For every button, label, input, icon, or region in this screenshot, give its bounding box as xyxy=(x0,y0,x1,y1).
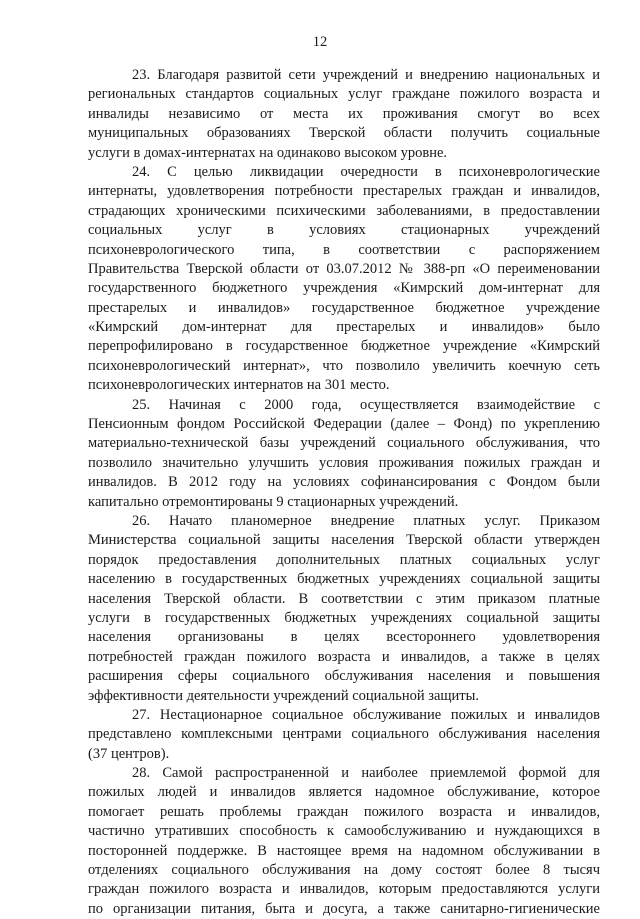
text-line: психоневрологический интернат», что позволило увеличить коечную сеть xyxy=(88,357,600,374)
text-line: перепрофилировано в государственное бюджетное учреждение «Кимрский xyxy=(88,338,600,355)
text-line: психоневрологических интернатов на 301 место. xyxy=(88,377,390,394)
text-line: 26. Начато планомерное внедрение платных услуг. Приказом xyxy=(132,512,600,529)
text-line: населению в государственных бюджетных учреждениях социальной защиты xyxy=(88,571,600,588)
text-line: населения Тверской области. В соответствии с этим приказом платные xyxy=(88,590,600,607)
paragraph xyxy=(88,163,600,396)
text-line: материально-технической базы учреждений социального обслуживания, что xyxy=(88,435,600,452)
document-body xyxy=(88,66,600,919)
text-line: услуги в домах-интернатах на одинаково высоком уровне. xyxy=(88,144,448,161)
paragraph xyxy=(88,706,600,764)
text-line: региональных стандартов социальных услуг граждане пожилого возраста и xyxy=(88,86,600,103)
paragraph xyxy=(88,512,600,706)
text-line: граждан пожилого возраста и инвалидов, которым предоставляются услуги xyxy=(88,881,600,898)
text-line: потребностей граждан пожилого возраста и инвалидов, а также в целях xyxy=(88,648,600,665)
text-line: представлено комплексными центрами социального обслуживания населения xyxy=(88,726,600,743)
text-line: престарелых и инвалидов» государственное бюджетное учреждение xyxy=(88,299,600,316)
text-line: 27. Нестационарное социальное обслуживание пожилых и инвалидов xyxy=(132,706,600,723)
text-line: расширения сферы социального обслуживания населения и повышения xyxy=(88,668,600,685)
text-line: позволило значительно улучшить условия проживания пожилых граждан и xyxy=(88,454,600,471)
text-line: инвалидов. В 2012 году на условиях софинансирования с Фондом были xyxy=(88,474,600,491)
text-line: отделениях социального обслуживания на дому состоят более 8 тысяч xyxy=(88,862,600,879)
text-line: 24. С целью ликвидации очередности в психоневрологические xyxy=(132,163,600,180)
text-line: по организации питания, быта и досуга, а также санитарно-гигиенические xyxy=(88,900,600,917)
text-line: услуги в государственных бюджетных учреждениях социальной защиты xyxy=(88,609,600,626)
text-line: «Кимрский дом-интернат для престарелых и инвалидов» было xyxy=(88,319,600,336)
text-line: 28. Самой распространенной и наиболее приемлемой формой для xyxy=(132,765,600,782)
text-line: муниципальных образованиях Тверской области получить социальные xyxy=(88,125,600,142)
text-line: 25. Начиная с 2000 года, осуществляется взаимодействие с xyxy=(132,396,600,413)
text-line: помогает решать проблемы граждан пожилого возраста и инвалидов, xyxy=(88,803,600,820)
text-line: (37 центров). xyxy=(88,745,170,762)
text-line: 23. Благодаря развитой сети учреждений и внедрению национальных и xyxy=(132,67,600,83)
page-number: 12 xyxy=(312,34,328,50)
paragraph xyxy=(88,396,600,512)
paragraph xyxy=(88,764,600,919)
text-line: государственного бюджетного учреждения «Кимрский дом-интернат для xyxy=(88,280,600,297)
text-line: инвалиды независимо от места их проживания смогут во всех xyxy=(88,105,600,122)
text-line: пожилых людей и инвалидов является надомное обслуживание, которое xyxy=(88,784,600,801)
text-line: Министерства социальной защиты населения Тверской области утвержден xyxy=(88,532,600,549)
text-line: Правительства Тверской области от 03.07.2012 № 388-рп «О переименовании xyxy=(88,260,600,277)
text-line: интернаты, удовлетворения потребности престарелых граждан и инвалидов, xyxy=(88,183,600,200)
text-line: порядок предоставления дополнительных платных социальных услуг xyxy=(88,551,600,568)
text-line: эффективности деятельности учреждений социальной защиты. xyxy=(88,687,480,704)
text-line: капитально отремонтированы 9 стационарных учреждений. xyxy=(88,493,459,510)
paragraph xyxy=(88,66,600,163)
text-line: социальных услуг в условиях стационарных учреждений xyxy=(88,222,600,239)
text-line: частично утративших способность к самообслуживанию и нуждающихся в xyxy=(88,823,600,840)
text-line: страдающих хроническими психическими заболеваниями, в предоставлении xyxy=(88,202,600,219)
text-line: населения организованы в целях всестороннего удовлетворения xyxy=(88,629,600,646)
text-line: Пенсионным фондом Российской Федерации (далее – Фонд) по укреплению xyxy=(88,416,600,433)
text-line: психоневрологического типа, в соответствии с распоряжением xyxy=(88,241,600,258)
text-line: посторонней поддержке. В настоящее время на надомном обслуживании в xyxy=(88,842,600,859)
